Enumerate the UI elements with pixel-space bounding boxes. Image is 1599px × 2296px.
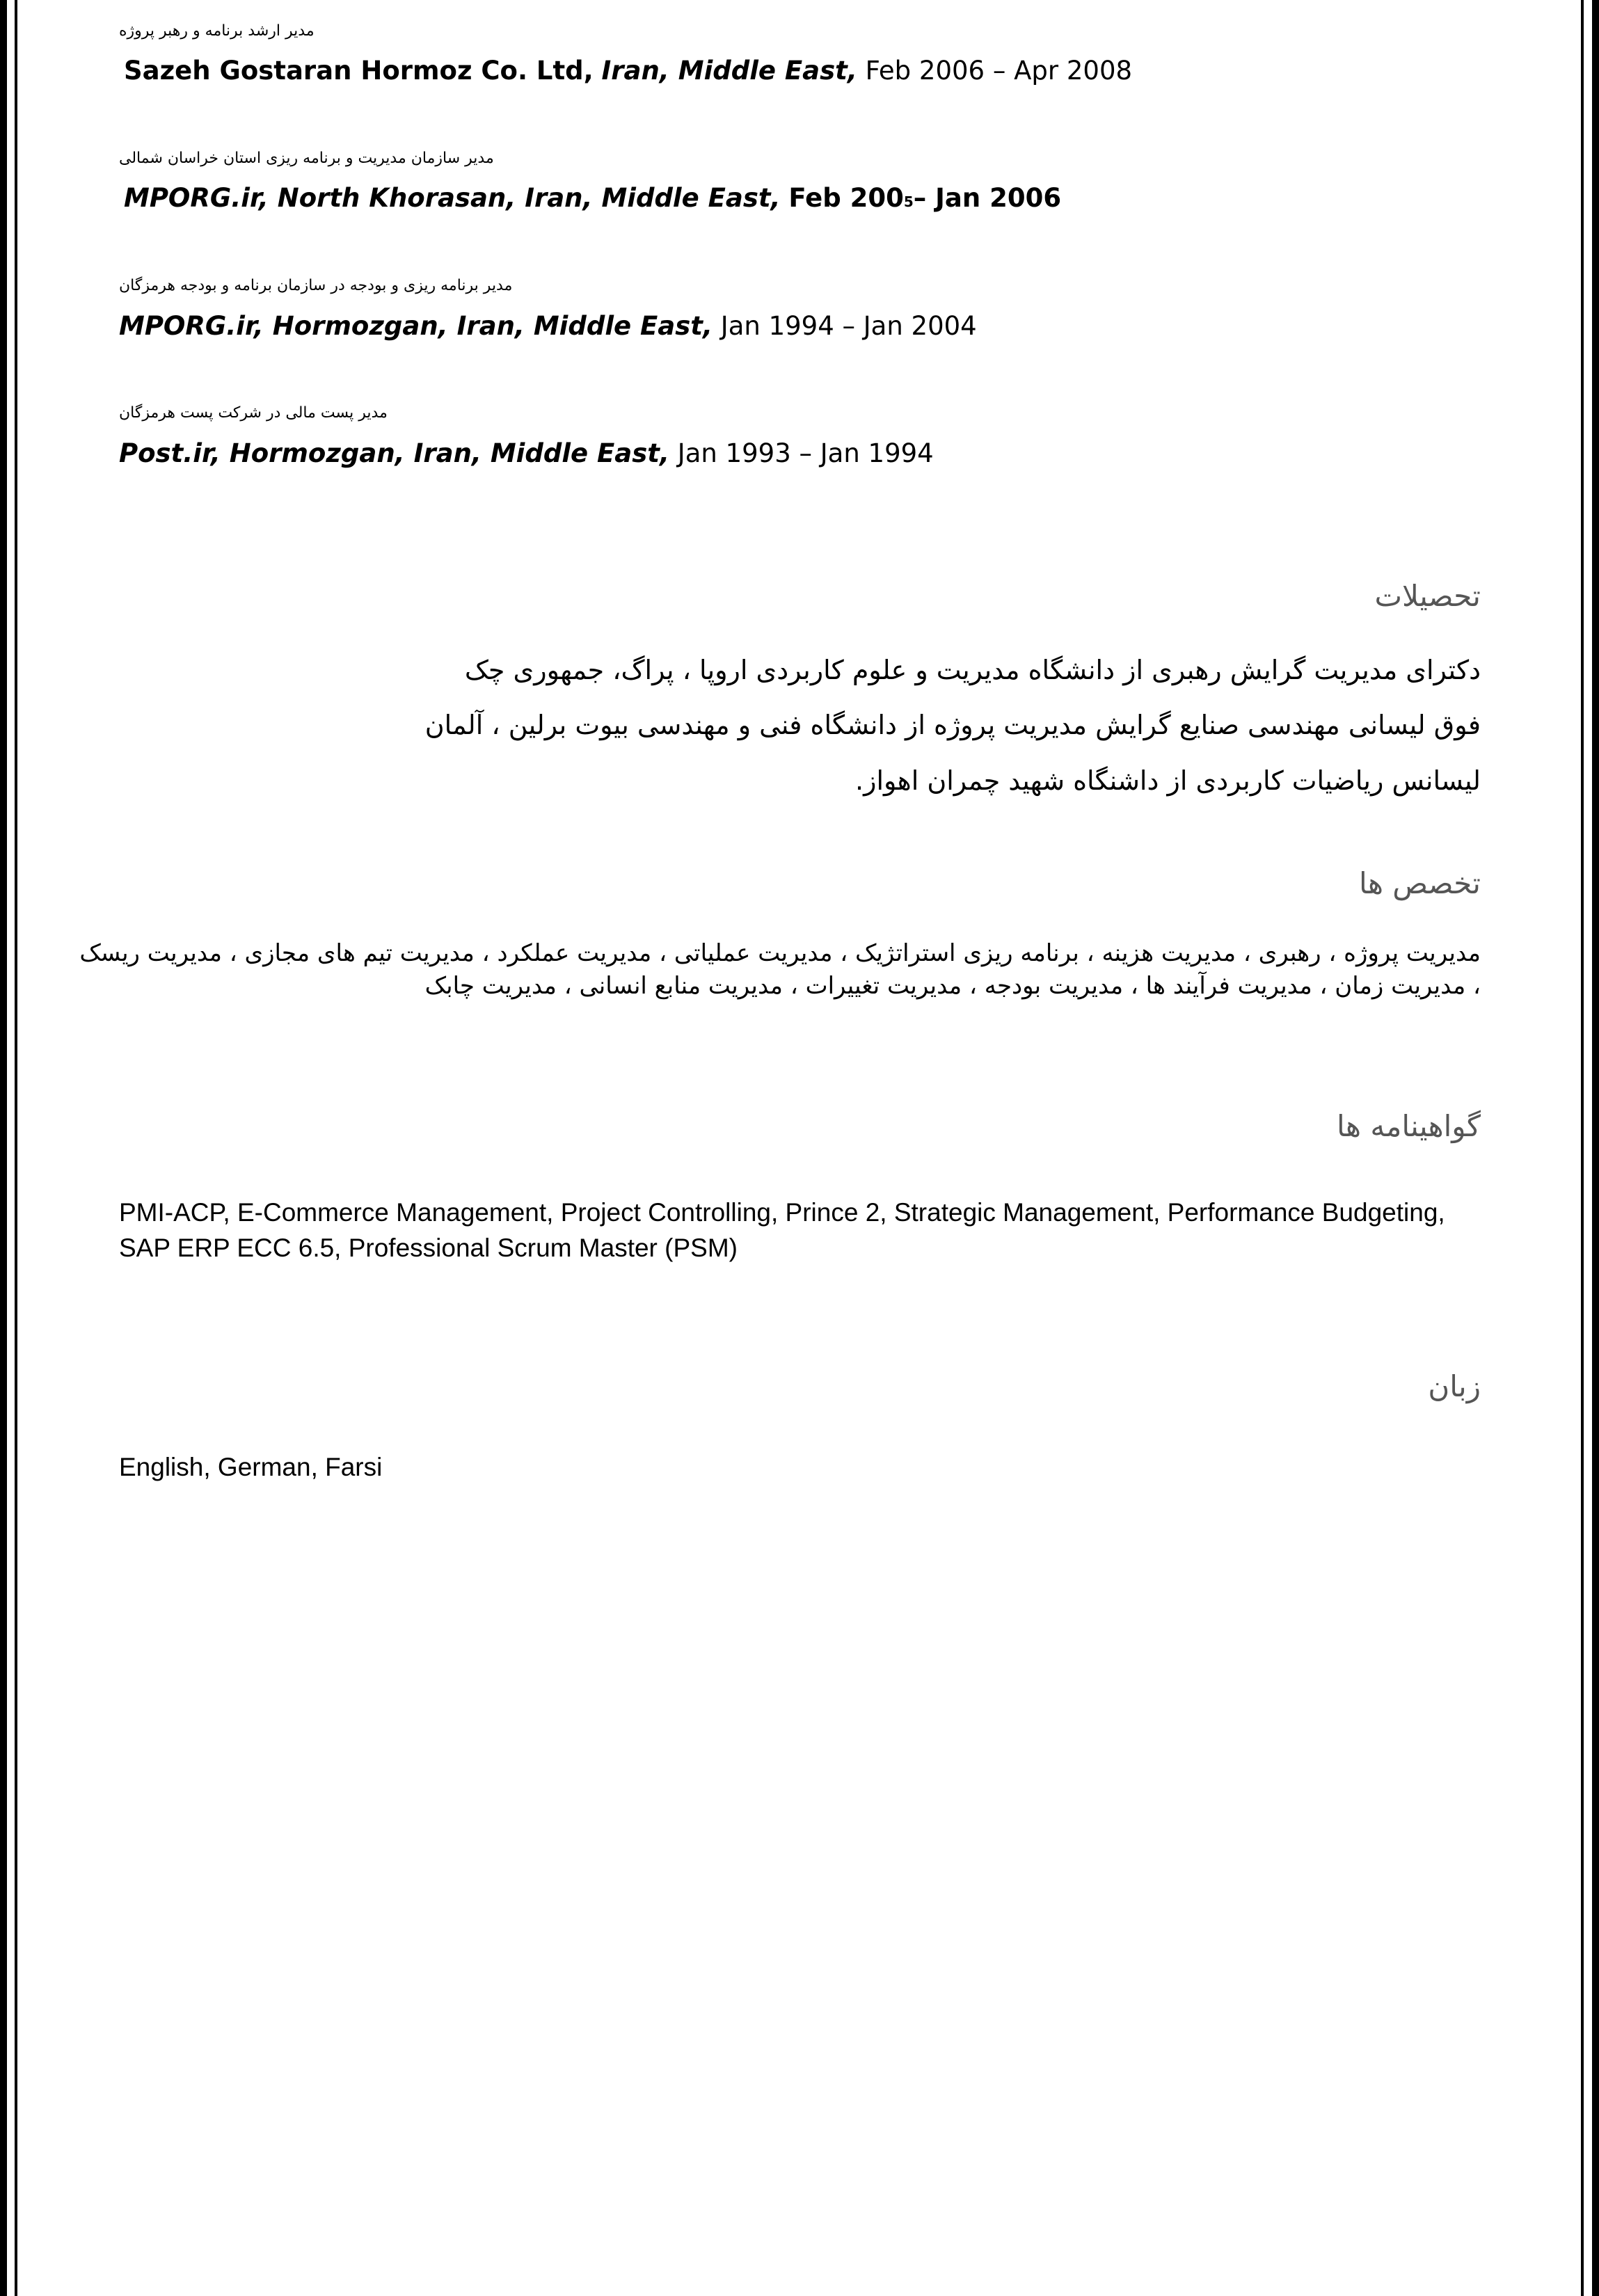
job-line-4 <box>119 438 1441 470</box>
skills-text: مدیریت پروژه ، رهبری ، مدیریت هزینه ، برنامه ریزی استراتژیک ، مدیریت عملیاتی ، مدیریت عملکرد ، مدیریت تیم های مجازی ، مدیریت ریسک ، مدیریت زمان ، مدیریت فرآیند ها ، مدیریت بودجه ، مدیریت تغییرات ، مدیریت منابع انسانی ، مدیریت چابک <box>79 939 1481 1000</box>
education-item-2: فوق لیسانی مهندسی صنایع گرایش مدیریت پروژه از دانشگاه فنی و مهندسی بیوت برلین ، آلمان <box>424 710 1481 740</box>
languages-text: English, German, Farsi <box>119 1453 383 1481</box>
job-location-1: Iran, Middle East, <box>601 56 857 86</box>
education-item-1: دکترای مدیریت گرایش رهبری از دانشگاه مدیریت و علوم کاربردی اروپا ، پراگ، جمهوری چک <box>464 655 1481 685</box>
job-line-2 <box>124 182 1446 218</box>
job-dates-4: Jan 1993 – Jan 1994 <box>677 438 934 468</box>
job-org-1: Sazeh Gostaran Hormoz Co. Ltd, <box>124 56 594 86</box>
left-border-inner <box>15 0 17 2296</box>
job-title-3: مدیر برنامه ریزی و بودجه در سازمان برنامه و بودجه هرمزگان <box>119 277 513 294</box>
job-dates-1: Feb 2006 – Apr 2008 <box>865 56 1133 86</box>
right-border-outer <box>1592 0 1599 2296</box>
education-item-3: لیسانس ریاضیات کاربردی از داشنگاه شهید چمران اهواز. <box>855 765 1481 796</box>
job-org-2: MPORG.ir, North Khorasan, Iran, Middle East, <box>124 183 781 213</box>
job-dates-2: Feb 2005– Jan 2006 <box>788 183 1062 213</box>
skills-heading: تخصص ها <box>1359 866 1481 900</box>
right-border-inner <box>1581 0 1584 2296</box>
certificates-text: PMI-ACP, E-Commerce Management, Project Controlling, Prince 2, Strategic Management, Performance Budgeting, SAP ERP ECC 6.5, Professional Scrum Master (PSM) <box>119 1198 1445 1262</box>
job-org-3: MPORG.ir, Hormozgan, Iran, Middle East, <box>119 311 713 341</box>
left-border-outer <box>0 0 7 2296</box>
job-dates-3: Jan 1994 – Jan 2004 <box>720 311 977 341</box>
education-heading: تحصیلات <box>1374 579 1481 613</box>
job-title-4: مدیر پست مالی در شرکت پست هرمزگان <box>119 404 388 422</box>
languages-heading: زبان <box>1428 1369 1481 1403</box>
job-title-1: مدیر ارشد برنامه و رهبر پروژه <box>119 22 315 40</box>
job-title-2: مدیر سازمان مدیریت و برنامه ریزی استان خراسان شمالی <box>119 150 494 167</box>
job-org-4: Post.ir, Hormozgan, Iran, Middle East, <box>119 438 670 468</box>
certificates-heading: گواهینامه ها <box>1337 1109 1481 1143</box>
job-line-1 <box>124 55 1446 87</box>
job-line-3 <box>119 310 1441 342</box>
